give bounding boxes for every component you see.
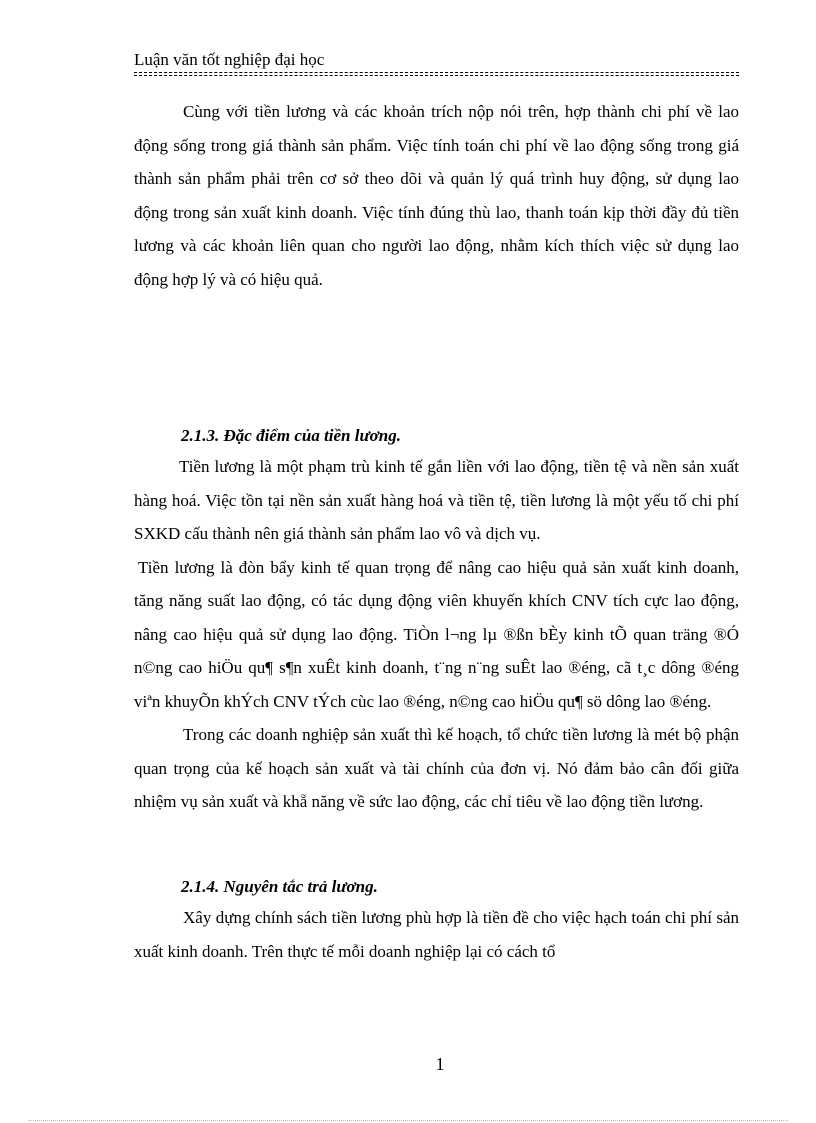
- paragraph-text: Tiền lương là một phạm trù kinh tế gắn liền với lao động, tiền tệ và nền sản xuất hàng hoá. Việc tồn tại nền sản xuất hàng hoá và tiền tệ, tiền lương là một yếu tố chi phí SXKD cấu thành nên giá thành sản phẩm lao vô và dịch vụ.: [134, 457, 739, 543]
- paragraph-text: Tiền lương là đòn bẩy kinh tế quan trọng để nâng cao hiệu quả sản xuất kinh doanh, tăng năng suất lao động, có tác dụng động viên khuyến khích CNV tích cực lao động, nâng cao hiệu quả sử dụng lao động. TiÒn l¬ng lµ ®ßn bÈy kinh tÕ quan träng ®Ó n©ng cao hiÖu qu¶ s¶n xuÊt kinh doanh, t¨ng n¨ng suÊt lao ®éng, cã t¸c dông ®éng viªn khuyÕn khÝch CNV tÝch cùc lao ®éng, n©ng cao hiÖu qu¶ sö dông lao ®éng.: [134, 557, 739, 711]
- paragraph-text: Cùng với tiền lương và các khoản trích nộp nói trên, hợp thành chi phí về lao động sống trong giá thành sản phẩm. Việc tính toán chi phí về lao động sống trong giá thành sản phẩm phải trên cơ sở theo dõi và quản lý quá trình huy động, sử dụng lao động trong sản xuất kinh doanh. Việc tính đúng thù lao, thanh toán kịp thời đầy đủ tiền lương và các khoản liên quan cho người lao động, nhằm kích thích việc sử dụng lao động hợp lý và có hiệu quả.: [134, 102, 739, 289]
- page-number: 1: [435, 1054, 445, 1074]
- section-2-1-3-body: [134, 450, 739, 819]
- header-rule-top: [134, 72, 739, 73]
- paragraph-text: Trong các doanh nghiệp sản xuất thì kế hoạch, tổ chức tiền lương là mét bộ phận quan trọng của kế hoạch sản xuất và tài chính của đơn vị. Nó đảm bảo cân đối giữa nhiệm vụ sản xuất và khẵ năng về sức lao động, các chỉ tiêu về lao động tiền lương.: [134, 725, 739, 811]
- paragraph-labor-cost: [134, 95, 739, 296]
- heading-2-1-4: 2.1.4. Nguyên tắc trả lương.: [181, 877, 378, 896]
- section-2-1-4-body: [134, 901, 739, 968]
- running-header: Luận văn tốt nghiệp đại học: [134, 50, 325, 69]
- heading-2-1-3: 2.1.3. Đặc điểm của tiền lương.: [181, 426, 401, 445]
- page-bottom-border: [28, 1120, 788, 1121]
- paragraph-text: Xây dựng chính sách tiền lương phù hợp là tiền đề cho việc hạch toán chi phí sản xuất kinh doanh. Trên thực tế mỗi doanh nghiệp lại có cách tổ: [134, 908, 739, 961]
- header-rule-bottom: [134, 75, 739, 76]
